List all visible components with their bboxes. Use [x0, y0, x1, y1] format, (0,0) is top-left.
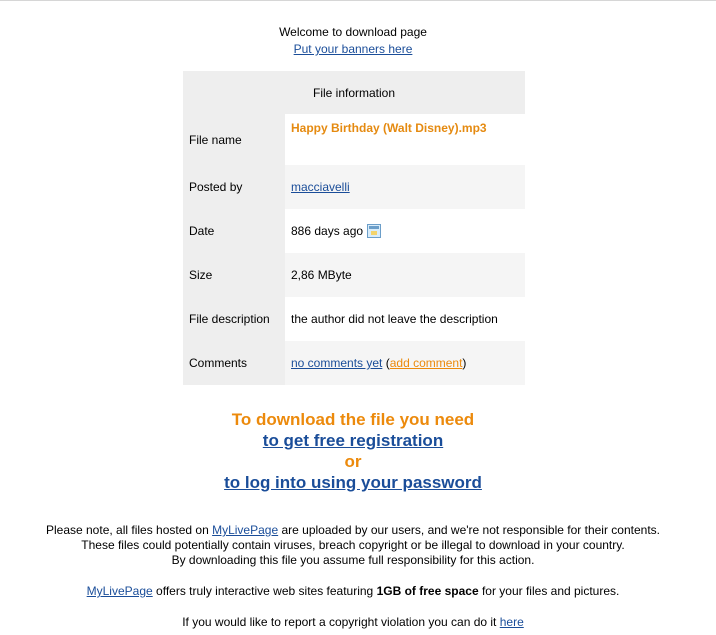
- disclaimer: [0, 523, 706, 568]
- posted-by-link[interactable]: macciavelli: [291, 180, 350, 194]
- report-text: If you would like to report a copyright violation you can do it: [182, 615, 500, 629]
- disclaimer-line3: By downloading this file you assume full responsibility for this action.: [171, 553, 535, 567]
- offer-part2: for your files and pictures.: [478, 584, 620, 598]
- file-name-label: File name: [183, 114, 285, 165]
- login-link[interactable]: to log into using your password: [224, 473, 482, 492]
- no-comments-link[interactable]: no comments yet: [291, 356, 383, 370]
- size-label: Size: [183, 253, 285, 297]
- comments-label: Comments: [183, 341, 285, 385]
- offer-bold: 1GB of free space: [376, 584, 479, 598]
- add-comment-link[interactable]: add comment: [389, 356, 463, 370]
- offer-text: [0, 584, 706, 598]
- posted-by-label: Posted by: [183, 165, 285, 209]
- banner-link[interactable]: Put your banners here: [293, 42, 413, 56]
- description-label: File description: [183, 297, 285, 341]
- size-value: 2,86 MByte: [285, 253, 525, 297]
- offer-part1: offers truly interactive web sites featuring: [152, 584, 377, 598]
- cta-heading: To download the file you need: [231, 410, 475, 429]
- date-label: Date: [183, 209, 285, 253]
- file-info-table: File information File name Happy Birthday (Walt Disney).mp3 Posted by macciavelli Date 886 days ago Size 2,86 MByte File description the author did not leave the description Comments no comments yet (add comment): [183, 71, 525, 385]
- top-border: [0, 0, 716, 1]
- description-value: the author did not leave the description: [291, 312, 498, 326]
- register-link[interactable]: to get free registration: [262, 431, 444, 450]
- report-line: [0, 615, 706, 629]
- mylivepage-offer-link[interactable]: MyLivePage: [86, 584, 153, 598]
- download-cta: [0, 409, 706, 493]
- file-name-value: Happy Birthday (Walt Disney).mp3: [291, 121, 487, 135]
- welcome-text: Welcome to download page: [279, 25, 427, 39]
- file-info-title: File information: [183, 71, 525, 114]
- disclaimer-part2: are uploaded by our users, and we're not responsible for their contents.: [278, 523, 660, 537]
- disclaimer-part1: Please note, all files hosted on: [45, 523, 213, 537]
- report-link[interactable]: here: [499, 615, 524, 629]
- mylivepage-link[interactable]: MyLivePage: [212, 523, 279, 537]
- date-value: 886 days ago: [291, 223, 364, 238]
- cta-or: or: [344, 452, 362, 471]
- page-header: [0, 24, 706, 58]
- calendar-icon[interactable]: [367, 224, 381, 238]
- disclaimer-line2: These files could potentially contain viruses, breach copyright or be illegal to download in your country.: [81, 538, 625, 552]
